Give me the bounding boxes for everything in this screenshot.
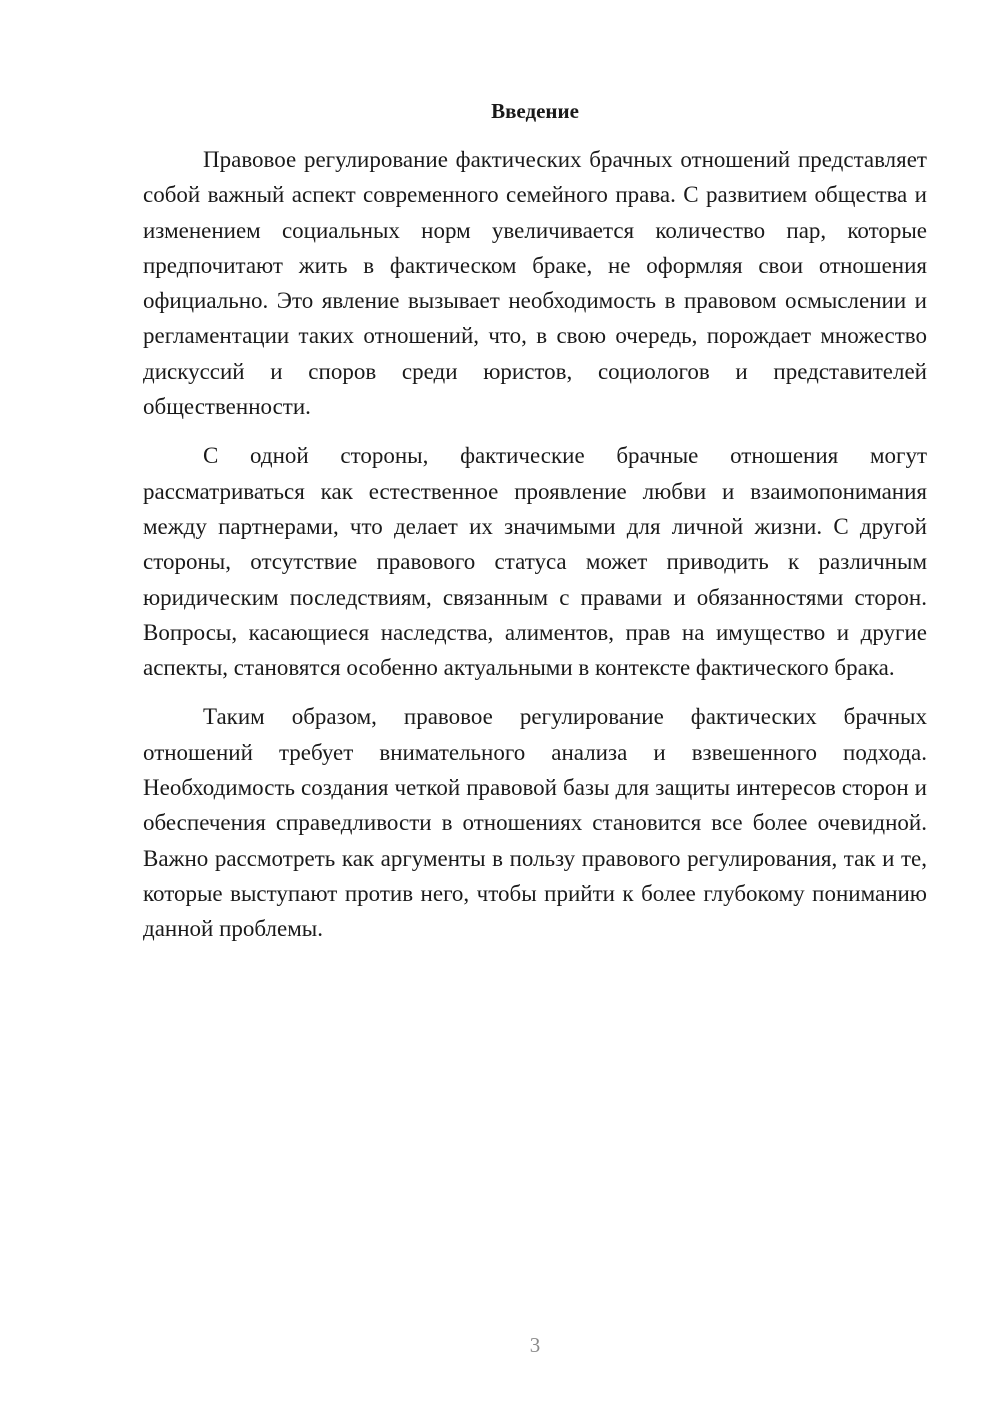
paragraph-3: Таким образом, правовое регулирование фактических брачных отношений требует внимательного анализа и взвешенного подхода. Необходимость создания четкой правовой базы для защиты интересов сторон и обеспечения справедливости в отношениях становится все более очевидной. Важно рассмотреть как аргументы в пользу правового регулирования, так и те, которые выступают против него, чтобы прийти к более глубокому пониманию данной проблемы. [143,704,927,942]
section-title: Введение [491,99,579,123]
page-number: 3 [529,1333,541,1357]
paragraph-2: С одной стороны, фактические брачные отношения могут рассматриваться как естественное проявление любви и взаимопонимания между партнерами, что делает их значимыми для личной жизни. С другой стороны, отсутствие правового статуса может приводить к различным юридическим последствиям, связанным с правами и обязанностями сторон. Вопросы, касающиеся наследства, алиментов, прав на имущество и другие аспекты, становятся особенно актуальными в контексте фактического брака. [143,443,927,681]
paragraph-1: Правовое регулирование фактических брачных отношений представляет собой важный аспект современного семейного права. С развитием общества и изменением социальных норм увеличивается количество пар, которые предпочитают жить в фактическом браке, не оформляя свои отношения официально. Это явление вызывает необходимость в правовом осмыслении и регламентации таких отношений, что, в свою очередь, порождает множество дискуссий и споров среди юристов, социологов и представителей общественности. [143,147,927,420]
body-text [143,142,927,947]
